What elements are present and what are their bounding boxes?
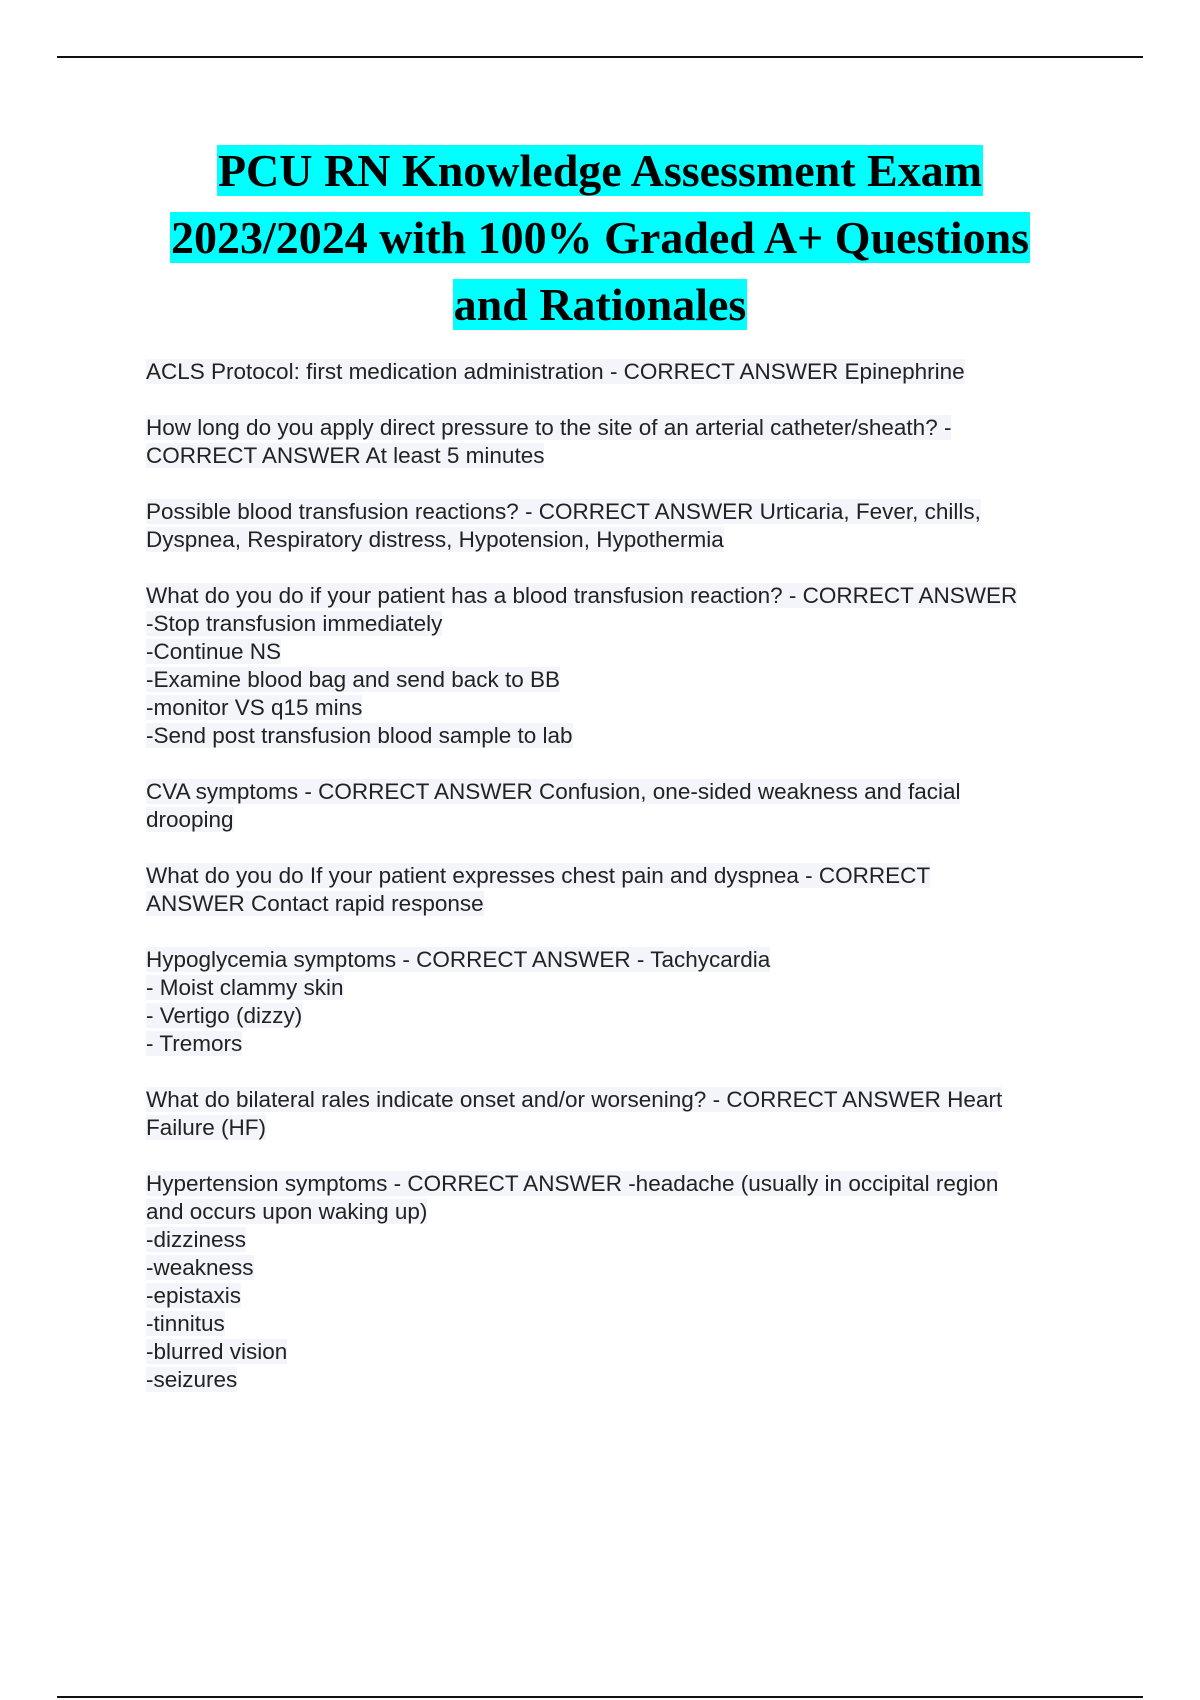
qa-line	[146, 1310, 1106, 1338]
title-line-text: PCU RN Knowledge Assessment Exam	[217, 145, 983, 196]
qa-line-text: -tinnitus	[146, 1311, 225, 1336]
qa-line	[146, 442, 1106, 470]
qa-line-text: Failure (HF)	[146, 1115, 267, 1140]
qa-line	[146, 1114, 1106, 1142]
qa-line	[146, 358, 1106, 386]
qa-line	[146, 1226, 1106, 1254]
qa-line-text: What do you do if your patient has a blood transfusion reaction? - CORRECT ANSWER	[146, 583, 1018, 608]
qa-line	[146, 1170, 1106, 1198]
qa-entry	[146, 582, 1106, 750]
qa-entry	[146, 946, 1106, 1058]
qa-line-text: -blurred vision	[146, 1339, 288, 1364]
qa-line-text: What do you do If your patient expresses chest pain and dyspnea - CORRECT	[146, 863, 931, 888]
qa-line-text: -weakness	[146, 1255, 254, 1280]
qa-list	[146, 358, 1106, 1422]
title-line-text: and Rationales	[453, 279, 747, 330]
qa-line-text: ACLS Protocol: first medication administration - CORRECT ANSWER Epinephrine	[146, 359, 965, 384]
qa-line-text: -Continue NS	[146, 639, 282, 664]
qa-line	[146, 1002, 1106, 1030]
qa-line-text: How long do you apply direct pressure to the site of an arterial catheter/sheath? -	[146, 415, 952, 440]
qa-line	[146, 1338, 1106, 1366]
title-line	[0, 210, 1200, 277]
qa-line	[146, 974, 1106, 1002]
qa-entry	[146, 778, 1106, 834]
qa-line	[146, 806, 1106, 834]
qa-line	[146, 582, 1106, 610]
qa-line	[146, 526, 1106, 554]
qa-line-text: - Moist clammy skin	[146, 975, 344, 1000]
qa-line-text: ANSWER Contact rapid response	[146, 891, 484, 916]
qa-line-text: -Stop transfusion immediately	[146, 611, 443, 636]
qa-line-text: -epistaxis	[146, 1283, 242, 1308]
qa-line-text: What do bilateral rales indicate onset and/or worsening? - CORRECT ANSWER Heart	[146, 1087, 1003, 1112]
qa-line	[146, 1030, 1106, 1058]
qa-line-text: CVA symptoms - CORRECT ANSWER Confusion, one-sided weakness and facial	[146, 779, 961, 804]
qa-line-text: drooping	[146, 807, 234, 832]
qa-entry	[146, 1170, 1106, 1394]
qa-entry	[146, 414, 1106, 470]
qa-entry	[146, 862, 1106, 918]
qa-entry	[146, 498, 1106, 554]
qa-line	[146, 610, 1106, 638]
qa-line-text: - Tremors	[146, 1031, 243, 1056]
title-line	[0, 143, 1200, 210]
bottom-rule	[57, 1696, 1143, 1698]
qa-line	[146, 1254, 1106, 1282]
qa-line	[146, 498, 1106, 526]
qa-line	[146, 414, 1106, 442]
top-rule	[57, 56, 1143, 58]
page-title	[0, 143, 1200, 344]
qa-line-text: -Send post transfusion blood sample to lab	[146, 723, 573, 748]
qa-line-text: Dyspnea, Respiratory distress, Hypotension, Hypothermia	[146, 527, 724, 552]
qa-line	[146, 1282, 1106, 1310]
qa-line-text: CORRECT ANSWER At least 5 minutes	[146, 443, 545, 468]
qa-line	[146, 694, 1106, 722]
qa-line	[146, 666, 1106, 694]
qa-line-text: and occurs upon waking up)	[146, 1199, 428, 1224]
qa-line-text: Hypertension symptoms - CORRECT ANSWER -headache (usually in occipital region	[146, 1171, 999, 1196]
qa-entry	[146, 1086, 1106, 1142]
qa-line	[146, 890, 1106, 918]
qa-line-text: -monitor VS q15 mins	[146, 695, 363, 720]
qa-line	[146, 1086, 1106, 1114]
title-line	[0, 277, 1200, 344]
qa-line-text: Possible blood transfusion reactions? - CORRECT ANSWER Urticaria, Fever, chills,	[146, 499, 981, 524]
qa-line-text: -seizures	[146, 1367, 238, 1392]
qa-line	[146, 778, 1106, 806]
qa-line	[146, 722, 1106, 750]
qa-line	[146, 1366, 1106, 1394]
qa-line	[146, 946, 1106, 974]
qa-entry	[146, 358, 1106, 386]
qa-line-text: -Examine blood bag and send back to BB	[146, 667, 561, 692]
title-line-text: 2023/2024 with 100% Graded A+ Questions	[170, 212, 1030, 263]
qa-line-text: - Vertigo (dizzy)	[146, 1003, 303, 1028]
qa-line	[146, 638, 1106, 666]
qa-line-text: -dizziness	[146, 1227, 247, 1252]
qa-line-text: Hypoglycemia symptoms - CORRECT ANSWER - Tachycardia	[146, 947, 771, 972]
qa-line	[146, 862, 1106, 890]
qa-line	[146, 1198, 1106, 1226]
